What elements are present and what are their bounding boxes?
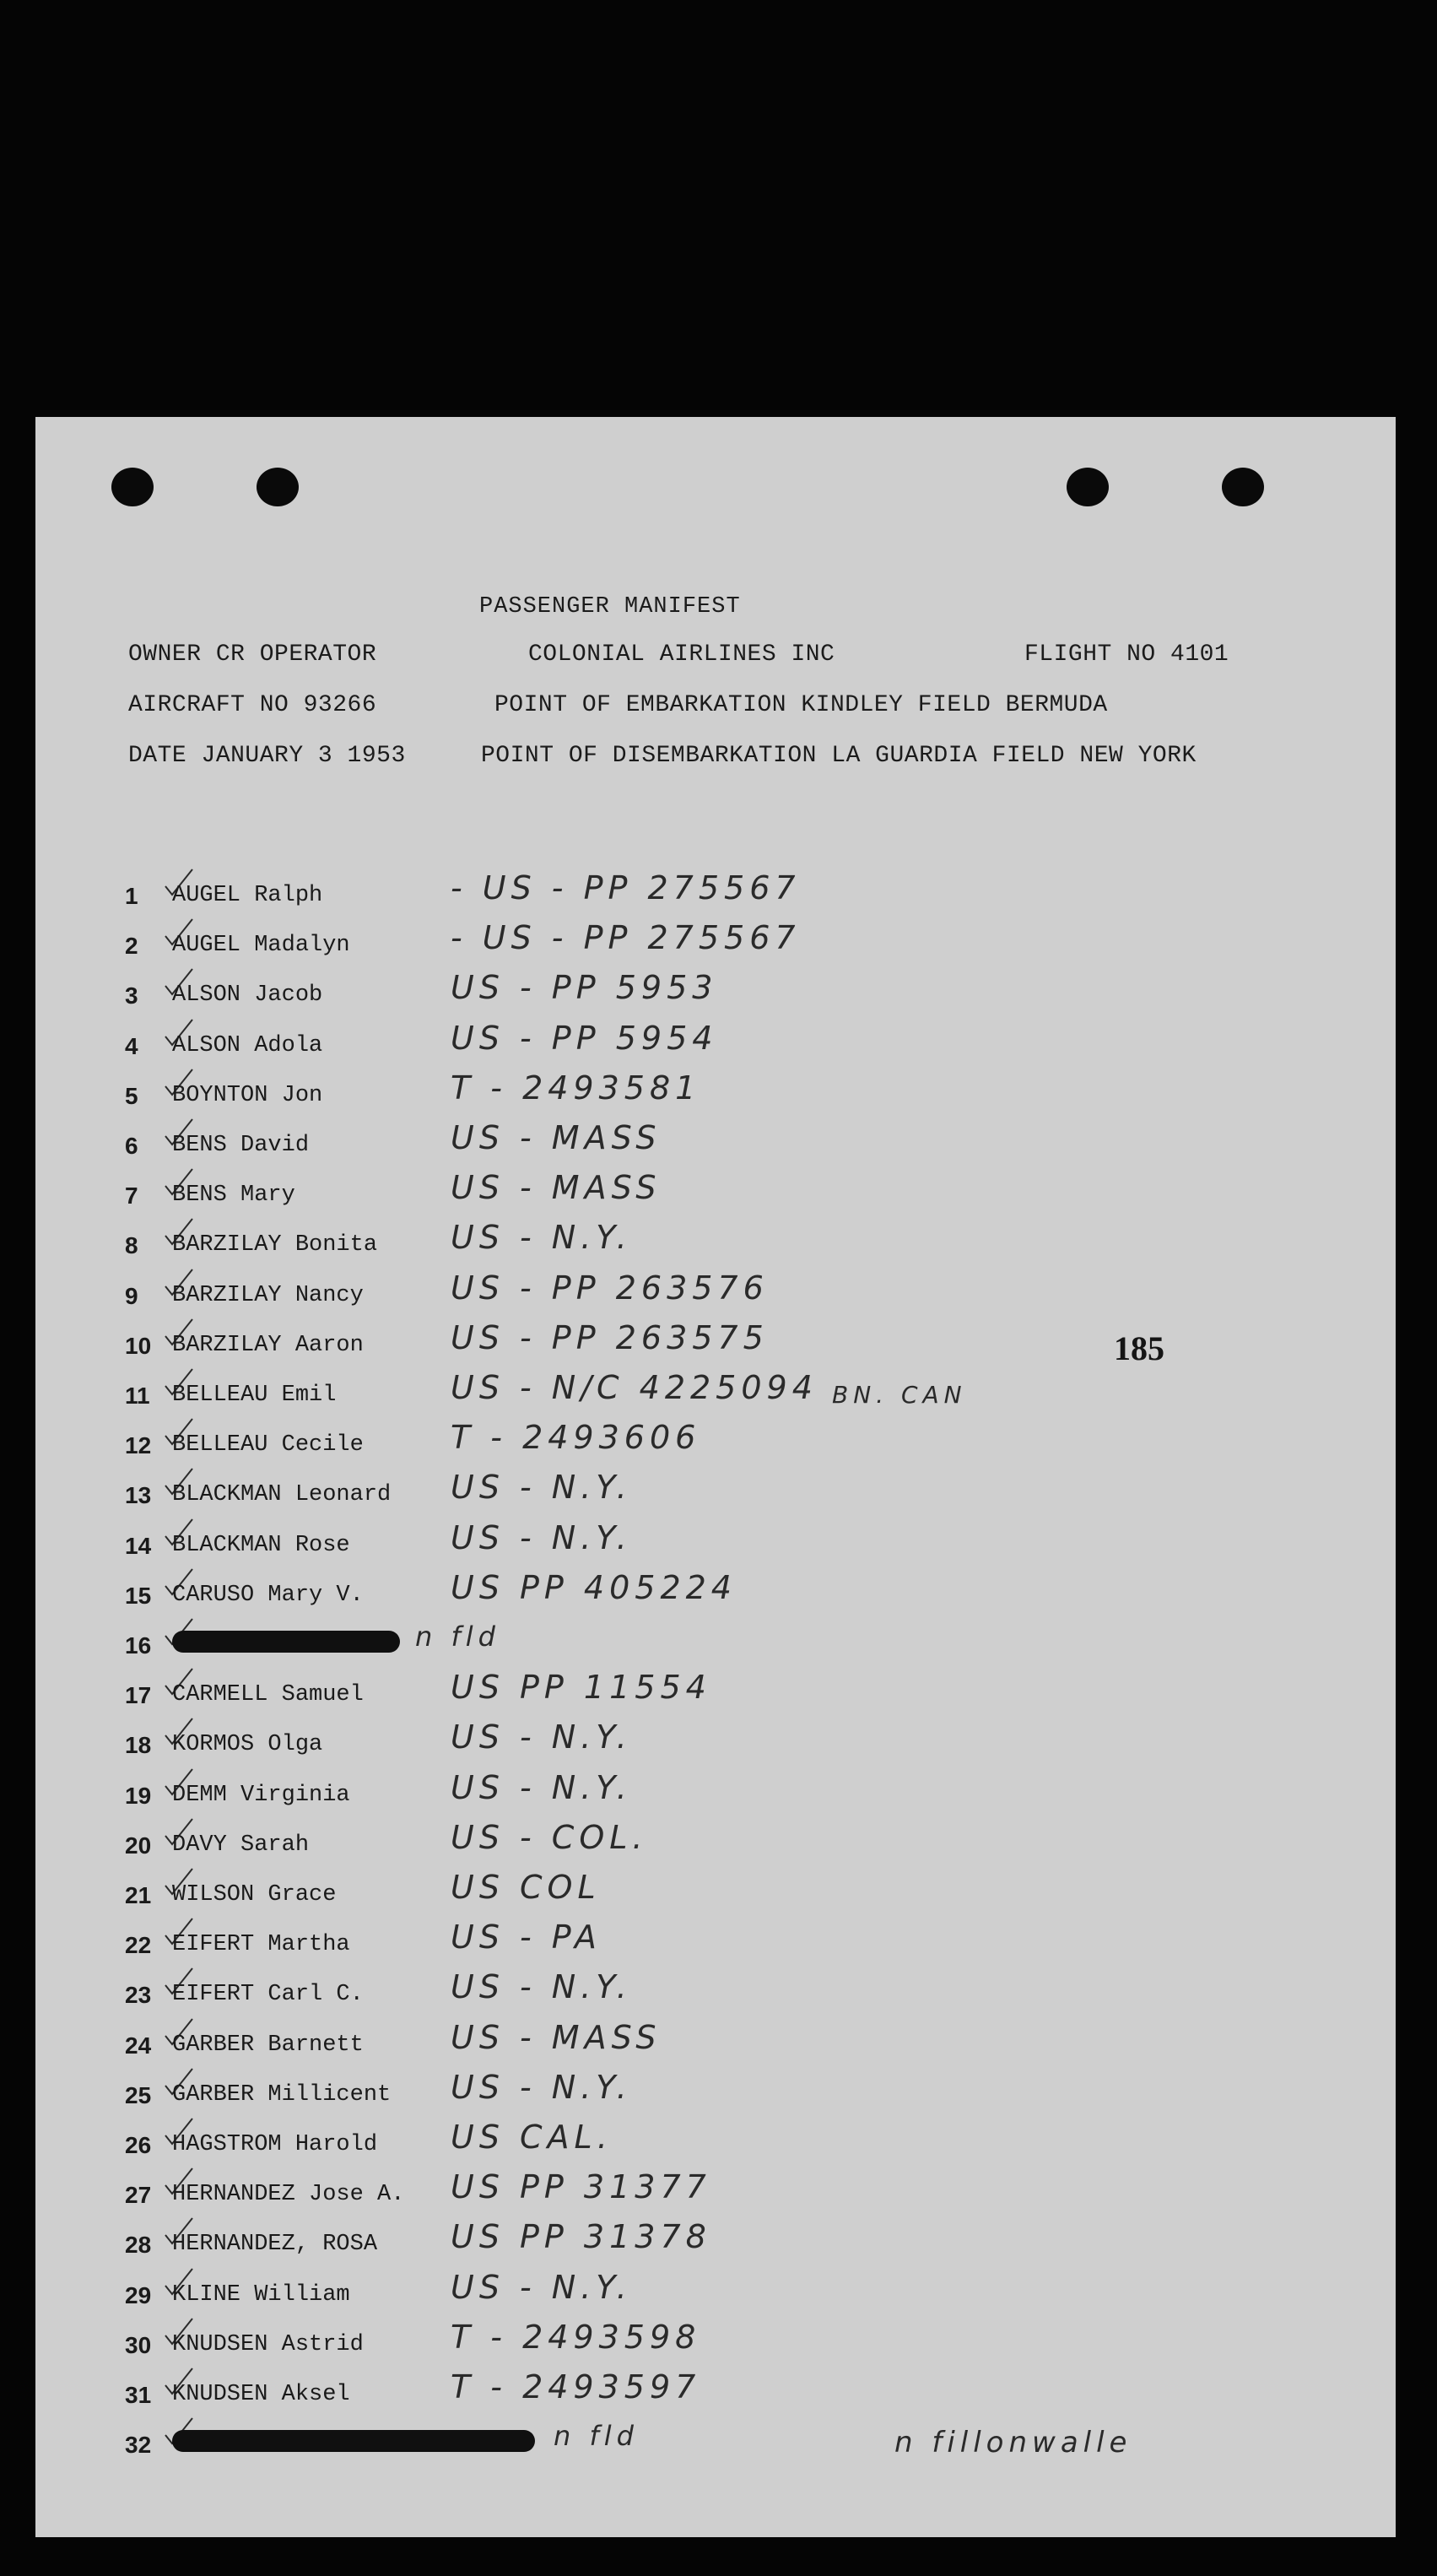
handwritten-mark: n fld [554, 2420, 639, 2452]
passenger-number: 22 [125, 1932, 152, 1958]
passenger-citizenship: US PP 405224 [451, 1569, 737, 1606]
passenger-citizenship: US PP 31378 [451, 2218, 711, 2255]
passenger-citizenship: US PP 31377 [451, 2168, 711, 2205]
passenger-number: 11 [125, 1383, 150, 1409]
passenger-name: BELLEAU Emil [172, 1383, 337, 1408]
passenger-citizenship: US - PP 5954 [451, 1020, 718, 1057]
passenger-number: 19 [125, 1783, 152, 1809]
owner-label: OWNER CR OPERATOR [128, 641, 377, 668]
passenger-row [35, 1069, 1396, 1110]
passenger-number: 12 [125, 1432, 152, 1458]
passenger-number: 3 [125, 982, 138, 1009]
passenger-name: BARZILAY Aaron [172, 1333, 364, 1358]
passenger-citizenship: US - MASS [451, 1119, 662, 1156]
punch-hole [111, 468, 154, 506]
passenger-name: GARBER Millicent [172, 2082, 392, 2108]
passenger-number: 32 [125, 2432, 152, 2458]
passenger-number: 1 [125, 883, 138, 909]
passenger-citizenship: US - N.Y. [451, 2069, 632, 2106]
passenger-name: HAGSTROM Harold [172, 2132, 378, 2157]
passenger-row [35, 919, 1396, 960]
manifest-title: PASSENGER MANIFEST [479, 594, 741, 620]
passenger-name: BELLEAU Cecile [172, 1432, 364, 1458]
passenger-name: EIFERT Martha [172, 1932, 350, 1957]
passenger-name: AUGEL Ralph [172, 883, 323, 908]
passenger-citizenship: - US - PP 275567 [451, 869, 801, 906]
passenger-row [35, 1319, 1396, 1360]
passenger-citizenship: US CAL. [451, 2119, 613, 2156]
passenger-number: 15 [125, 1583, 152, 1609]
passenger-name: BLACKMAN Leonard [172, 1482, 392, 1507]
passenger-number: 23 [125, 1982, 152, 2008]
passenger-row [35, 1369, 1396, 1410]
passenger-number: 24 [125, 2032, 152, 2059]
passenger-name: HERNANDEZ Jose A. [172, 2182, 405, 2207]
passenger-citizenship: - US - PP 275567 [451, 919, 801, 956]
passenger-row [35, 1621, 1396, 1659]
passenger-name: ALSON Adola [172, 1033, 323, 1058]
passenger-number: 31 [125, 2382, 152, 2408]
handwritten-mark: n fld [415, 1621, 500, 1653]
punch-hole [1222, 468, 1264, 506]
passenger-name: DAVY Sarah [172, 1832, 310, 1858]
passenger-number: 18 [125, 1732, 152, 1758]
passenger-row [35, 1219, 1396, 1259]
passenger-name: ALSON Jacob [172, 982, 323, 1008]
passenger-row [35, 1519, 1396, 1560]
passenger-citizenship: US - N.Y. [451, 1718, 632, 1756]
passenger-number: 27 [125, 2182, 152, 2208]
passenger-row [35, 1169, 1396, 1210]
passenger-number: 10 [125, 1333, 152, 1359]
flight-number: FLIGHT NO 4101 [1024, 641, 1229, 668]
passenger-citizenship: T - 2493606 [451, 1419, 701, 1456]
passenger-number: 13 [125, 1482, 152, 1508]
passenger-name: KLINE William [172, 2282, 350, 2308]
passenger-row [35, 1269, 1396, 1310]
passenger-number: 9 [125, 1283, 138, 1309]
passenger-number: 6 [125, 1133, 138, 1159]
passenger-citizenship: T - 2493581 [451, 1069, 701, 1107]
passenger-row [35, 1469, 1396, 1509]
passenger-row [35, 2368, 1396, 2409]
punch-hole [1067, 468, 1109, 506]
passenger-name: KNUDSEN Astrid [172, 2332, 364, 2357]
operator-name: COLONIAL AIRLINES INC [528, 641, 835, 668]
passenger-note: BN. CAN [832, 1381, 967, 1409]
passenger-number: 28 [125, 2232, 152, 2258]
passenger-citizenship: US - MASS [451, 2019, 662, 2056]
redacted-name [172, 1631, 400, 1653]
aircraft-number: AIRCRAFT NO 93266 [128, 692, 377, 718]
passenger-citizenship: US COL [451, 1869, 601, 1906]
handwritten-footer-note: n fillonwalle [894, 2426, 1132, 2460]
passenger-name: BARZILAY Nancy [172, 1283, 364, 1308]
passenger-citizenship: T - 2493597 [451, 2368, 701, 2406]
passenger-name: BLACKMAN Rose [172, 1533, 350, 1558]
passenger-row [35, 2168, 1396, 2209]
passenger-citizenship: US PP 11554 [451, 1669, 711, 1706]
passenger-row [35, 2069, 1396, 2109]
passenger-name: AUGEL Madalyn [172, 933, 350, 958]
manifest-date: DATE JANUARY 3 1953 [128, 743, 406, 769]
passenger-citizenship: T - 2493598 [451, 2319, 701, 2356]
passenger-citizenship: US - COL. [451, 1819, 648, 1856]
passenger-name: BENS David [172, 1133, 310, 1158]
passenger-number: 30 [125, 2332, 152, 2358]
manifest-sheet [35, 417, 1396, 2537]
passenger-name: KORMOS Olga [172, 1732, 323, 1757]
passenger-row [35, 2119, 1396, 2159]
passenger-row [35, 1569, 1396, 1610]
passenger-citizenship: US - N.Y. [451, 1968, 632, 2005]
passenger-citizenship: US - PP 5953 [451, 969, 718, 1006]
passenger-citizenship: US - MASS [451, 1169, 662, 1206]
passenger-number: 7 [125, 1182, 138, 1209]
passenger-row [35, 1769, 1396, 1810]
passenger-citizenship: US - N.Y. [451, 1519, 632, 1556]
passenger-row [35, 2420, 1396, 2459]
passenger-name: KNUDSEN Aksel [172, 2382, 350, 2407]
passenger-number: 20 [125, 1832, 152, 1859]
passenger-number: 16 [125, 1632, 152, 1659]
passenger-name: CARMELL Samuel [172, 1682, 364, 1707]
passenger-citizenship: US - PP 263575 [451, 1319, 769, 1356]
passenger-number: 8 [125, 1232, 138, 1258]
passenger-name: BARZILAY Bonita [172, 1232, 378, 1258]
page-number: 185 [1114, 1329, 1164, 1367]
passenger-row [35, 1119, 1396, 1160]
punch-hole [257, 468, 299, 506]
passenger-citizenship: US - N/C 4225094 [451, 1369, 818, 1406]
passenger-number: 2 [125, 933, 138, 959]
passenger-citizenship: US - N.Y. [451, 2269, 632, 2306]
passenger-row [35, 1819, 1396, 1859]
point-of-embarkation: POINT OF EMBARKATION KINDLEY FIELD BERMUDA [494, 692, 1108, 718]
passenger-row [35, 1020, 1396, 1060]
passenger-number: 17 [125, 1682, 152, 1708]
passenger-row [35, 1419, 1396, 1459]
passenger-name: HERNANDEZ, ROSA [172, 2232, 378, 2257]
passenger-name: DEMM Virginia [172, 1783, 350, 1808]
passenger-number: 5 [125, 1083, 138, 1109]
passenger-row [35, 1869, 1396, 1909]
passenger-name: WILSON Grace [172, 1882, 337, 1908]
passenger-number: 21 [125, 1882, 152, 1908]
passenger-name: CARUSO Mary V. [172, 1583, 364, 1608]
passenger-citizenship: US - N.Y. [451, 1219, 632, 1256]
passenger-row [35, 869, 1396, 910]
passenger-row [35, 2269, 1396, 2309]
point-of-disembarkation: POINT OF DISEMBARKATION LA GUARDIA FIELD NEW YORK [481, 743, 1197, 769]
passenger-name: BENS Mary [172, 1182, 295, 1208]
passenger-row [35, 969, 1396, 1009]
passenger-name: BOYNTON Jon [172, 1083, 323, 1108]
passenger-row [35, 1918, 1396, 1959]
passenger-number: 4 [125, 1033, 138, 1059]
passenger-row [35, 2019, 1396, 2059]
passenger-row [35, 2319, 1396, 2359]
passenger-row [35, 1968, 1396, 2009]
passenger-row [35, 1718, 1396, 1759]
passenger-name: EIFERT Carl C. [172, 1982, 364, 2007]
passenger-citizenship: US - PA [451, 1918, 602, 1956]
passenger-citizenship: US - N.Y. [451, 1769, 632, 1806]
redacted-name [172, 2430, 535, 2452]
passenger-number: 26 [125, 2132, 152, 2158]
passenger-citizenship: US - N.Y. [451, 1469, 632, 1506]
passenger-row [35, 1669, 1396, 1709]
passenger-number: 29 [125, 2282, 152, 2308]
passenger-number: 25 [125, 2082, 152, 2108]
passenger-name: GARBER Barnett [172, 2032, 364, 2058]
passenger-citizenship: US - PP 263576 [451, 1269, 769, 1307]
passenger-number: 14 [125, 1533, 152, 1559]
passenger-row [35, 2218, 1396, 2259]
